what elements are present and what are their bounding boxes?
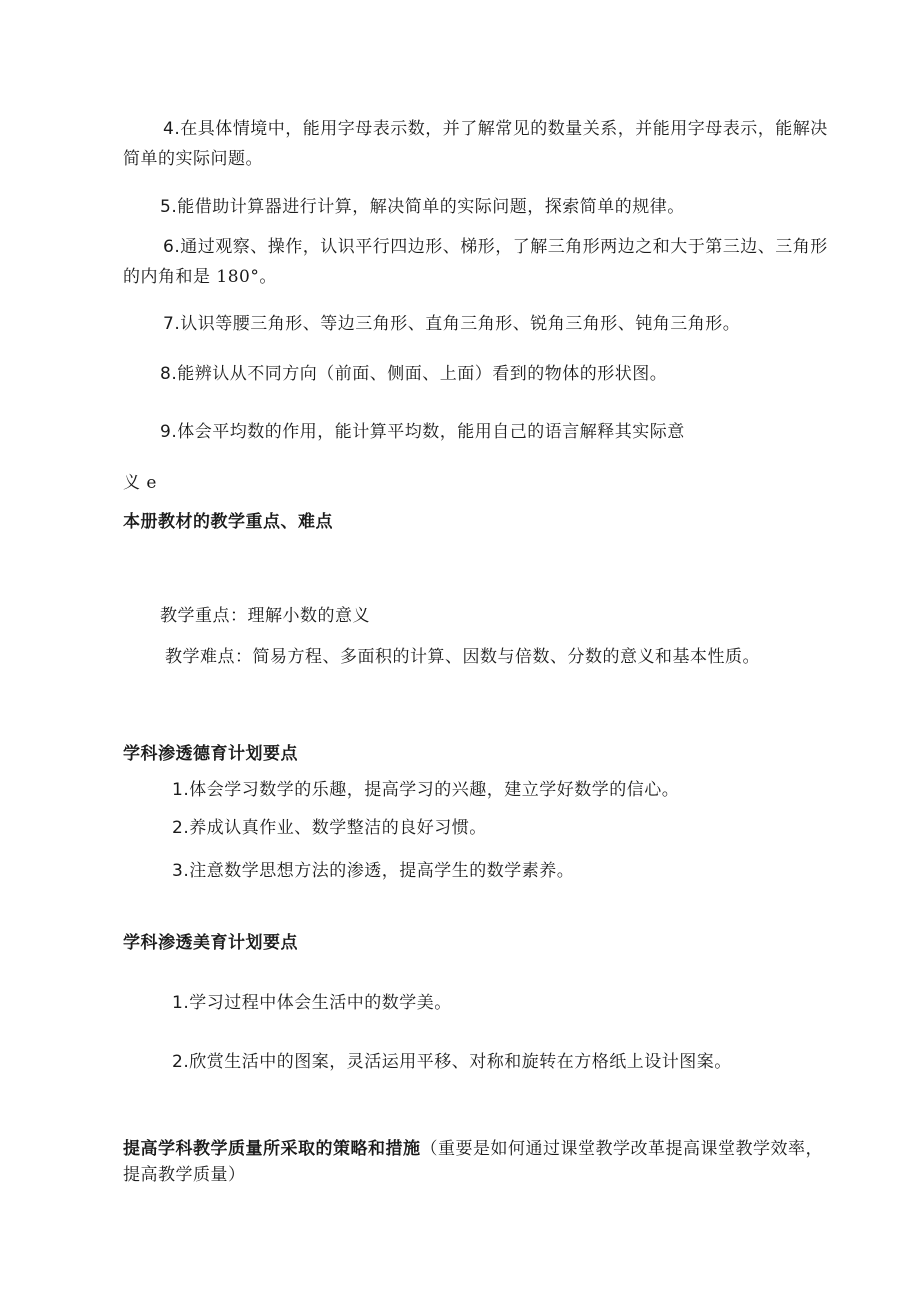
item-number: 7. (163, 314, 181, 334)
item-number: 8. (160, 364, 178, 384)
item-number: 3. (172, 861, 190, 881)
item-number: 2. (172, 1052, 190, 1072)
objective-item-4 (123, 114, 833, 174)
item-number: 1. (172, 780, 190, 800)
objective-item-8 (160, 363, 667, 385)
item-number: 6. (163, 237, 181, 257)
item-text: 注意数学思想方法的渗透，提高学生的数学素养。 (189, 861, 575, 881)
item-text: 体会学习数学的乐趣，提高学习的兴趣，建立学好数学的信心。 (189, 780, 680, 800)
item-number: 9. (160, 422, 178, 442)
item-text: 能辨认从不同方向（前面、侧面、上面）看到的物体的形状图。 (177, 364, 668, 384)
item-text: 欣赏生活中的图案，灵活运用平移、对称和旋转在方格纸上设计图案。 (189, 1052, 732, 1072)
strategy-note: （重要是如何通过课堂教学改革提高课堂教学效率，提高教学质量） (123, 1139, 823, 1185)
item-number: 4. (163, 119, 181, 139)
strategy-paragraph (123, 1136, 833, 1188)
item-text: 在具体情境中，能用字母表示数，并了解常见的数量关系，并能用字母表示，能解决简单的实际问题。 (123, 119, 828, 169)
teaching-difficulty: 教学难点：简易方程、多面积的计算、因数与倍数、分数的意义和基本性质。 (165, 647, 760, 667)
moral-item-3 (172, 860, 574, 882)
aesthetic-item-2 (172, 1051, 732, 1073)
moral-item-1 (172, 779, 679, 801)
objective-item-9 (160, 421, 685, 443)
objective-item-6 (123, 232, 833, 292)
item-number: 1. (172, 993, 190, 1013)
objective-item-5 (160, 196, 685, 218)
item-number: 2. (172, 818, 190, 838)
item-text: 体会平均数的作用，能计算平均数，能用自己的语言解释其实际意 (177, 422, 685, 442)
item-text: 认识等腰三角形、等边三角形、直角三角形、锐角三角形、钝角三角形。 (180, 314, 741, 334)
item-text: 通过观察、操作，认识平行四边形、梯形，了解三角形两边之和大于第三边、三角形的内角和是 180°。 (123, 237, 828, 287)
aesthetic-item-1 (172, 992, 452, 1014)
key-points-heading: 本册教材的教学重点、难点 (123, 512, 333, 532)
strategy-heading: 提高学科教学质量所采取的策略和措施 (123, 1139, 421, 1159)
teaching-focus: 教学重点：理解小数的意义 (160, 606, 370, 626)
item-number: 5. (160, 197, 178, 217)
item-text: 能借助计算器进行计算，解决简单的实际问题，探索简单的规律。 (177, 197, 685, 217)
item-text: 学习过程中体会生活中的数学美。 (189, 993, 452, 1013)
moral-education-heading: 学科渗透德育计划要点 (123, 744, 298, 764)
item-text: 养成认真作业、数学整洁的良好习惯。 (189, 818, 487, 838)
objective-item-9-continuation: 义 e (123, 473, 157, 493)
aesthetic-education-heading: 学科渗透美育计划要点 (123, 933, 298, 953)
objective-item-7 (163, 313, 740, 335)
moral-item-2 (172, 817, 487, 839)
